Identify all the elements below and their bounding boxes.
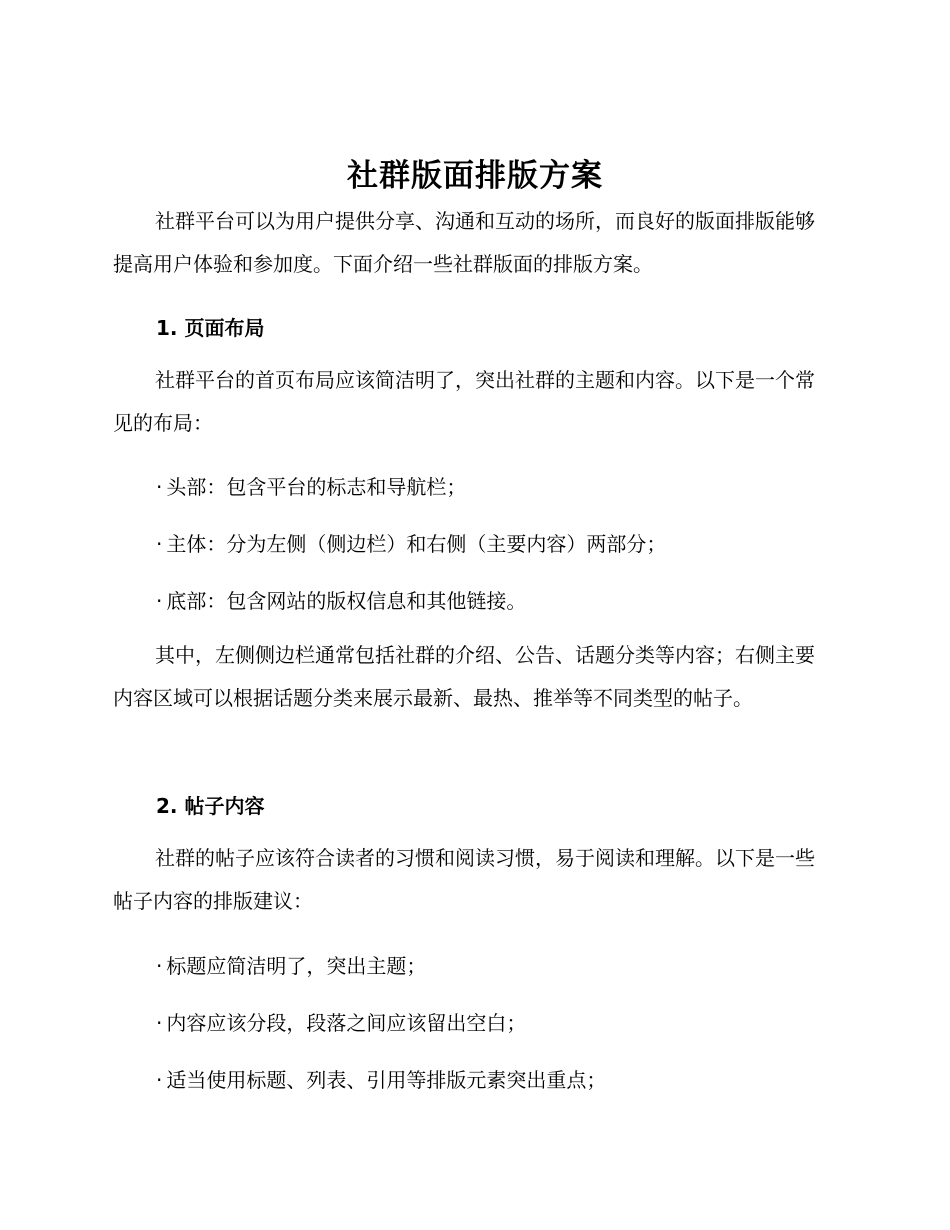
list-item: · 标题应简洁明了，突出主题； [156,954,427,978]
bullet-icon: · [156,1011,163,1035]
section-1-paragraph-2: 其中，左侧侧边栏通常包括社群的介绍、公告、话题分类等内容；右侧主要内容区域可以根据话题分类来展示最新、最热、推举等不同类型的帖子。 [113,643,815,710]
list-item: · 内容应该分段，段落之间应该留出空白； [156,1011,527,1035]
bullet-icon: · [156,1068,163,1092]
bullet-icon: · [156,532,163,556]
bullet-icon: · [156,589,163,613]
list-item: · 头部：包含平台的标志和导航栏； [156,475,467,499]
section-2-heading: 2. 帖子内容 [156,794,265,818]
intro-paragraph: 社群平台可以为用户提供分享、沟通和互动的场所，而良好的版面排版能够提高用户体验和参加度。下面介绍一些社群版面的排版方案。 [113,209,815,276]
list-item: · 底部：包含网站的版权信息和其他链接。 [156,589,527,613]
list-item: · 适当使用标题、列表、引用等排版元素突出重点； [156,1068,607,1092]
section-1-paragraph-1: 社群平台的首页布局应该简洁明了，突出社群的主题和内容。以下是一个常见的布局： [113,368,815,435]
list-item: · 主体：分为左侧（侧边栏）和右侧（主要内容）两部分； [156,532,667,556]
bullet-icon: · [156,954,163,978]
bullet-icon: · [156,475,163,499]
page-title: 社群版面排版方案 [347,158,603,194]
section-2-paragraph-1: 社群的帖子应该符合读者的习惯和阅读习惯，易于阅读和理解。以下是一些帖子内容的排版建议： [113,846,815,913]
section-1-heading: 1. 页面布局 [156,316,265,340]
